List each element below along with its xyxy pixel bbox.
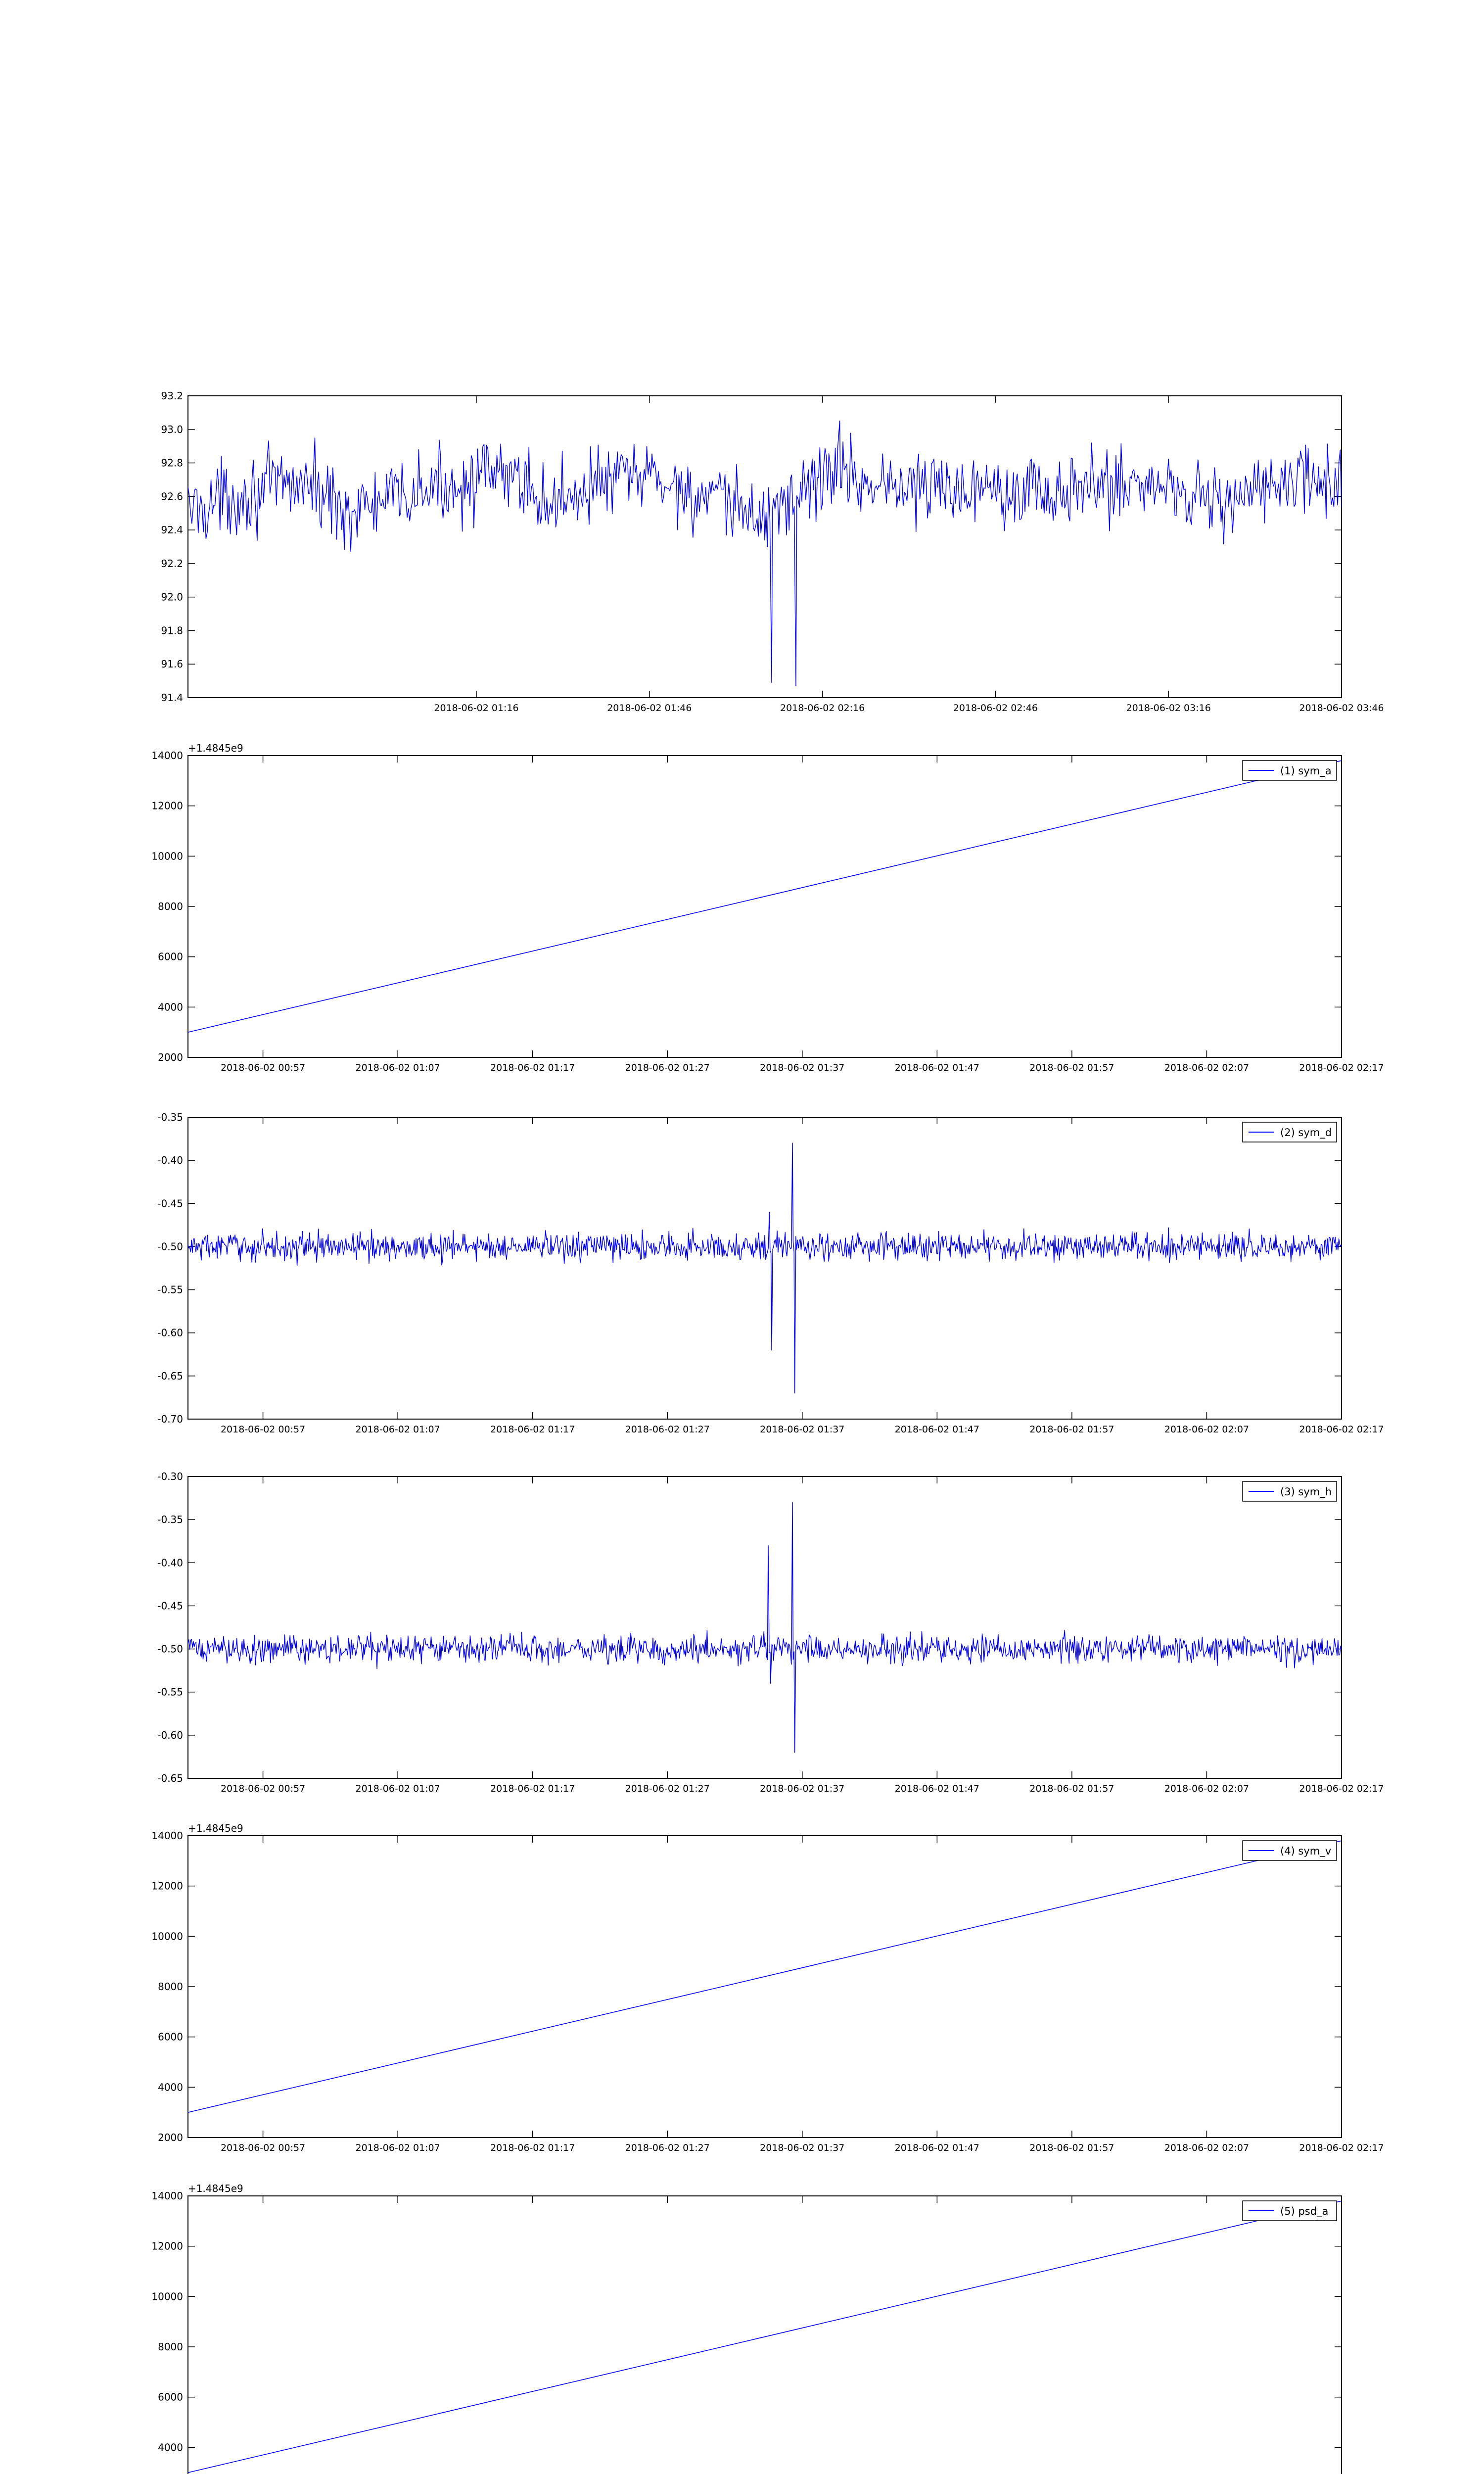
y-tick-label: 12000 [151, 1880, 183, 1892]
x-tick-label: 2018-06-02 02:07 [1164, 1062, 1250, 1073]
y-tick-label: 10000 [151, 1930, 183, 1943]
y-tick-label: -0.40 [157, 1557, 183, 1569]
chart-3 [157, 1111, 1384, 1435]
y-tick-label: -0.65 [157, 1370, 183, 1382]
y-tick-label: 91.8 [161, 624, 183, 637]
x-tick-label: 2018-06-02 03:16 [1126, 703, 1211, 714]
x-tick-label: 2018-06-02 02:07 [1164, 1783, 1250, 1794]
y-tick-label: 92.4 [161, 524, 183, 536]
y-tick-label: 6000 [158, 2391, 183, 2403]
series-line [188, 1143, 1342, 1393]
y-tick-label: -0.40 [157, 1154, 183, 1167]
x-tick-label: 2018-06-02 01:17 [490, 2142, 575, 2153]
y-tick-label: 14000 [151, 750, 183, 761]
axes-frame [188, 396, 1342, 698]
y-tick-label: -0.65 [157, 1772, 183, 1784]
x-tick-label: 2018-06-02 02:07 [1164, 2142, 1250, 2153]
y-tick-label: -0.50 [157, 1643, 183, 1655]
x-tick-label: 2018-06-02 01:57 [1029, 2142, 1114, 2153]
legend [1243, 1122, 1337, 1142]
x-tick-label: 2018-06-02 01:07 [355, 2142, 440, 2153]
x-tick-label: 2018-06-02 02:17 [1299, 1783, 1384, 1794]
chart-1 [161, 390, 1384, 714]
x-tick-label: 2018-06-02 01:27 [625, 1424, 710, 1435]
x-tick-label: 2018-06-02 01:47 [894, 2142, 979, 2153]
y-tick-label: -0.45 [157, 1197, 183, 1210]
chart-5 [151, 1822, 1384, 2153]
y-tick-label: -0.55 [157, 1284, 183, 1296]
y-tick-label: 92.8 [161, 457, 183, 469]
y-tick-label: 93.0 [161, 423, 183, 435]
series-line [188, 421, 1342, 686]
axes-frame [188, 756, 1342, 1057]
x-tick-label: 2018-06-02 01:37 [760, 1424, 845, 1435]
y-tick-label: 10000 [151, 2290, 183, 2303]
y-tick-label: 6000 [158, 2031, 183, 2043]
legend-label: (2) sym_d [1280, 1127, 1332, 1139]
x-tick-label: 2018-06-02 03:46 [1299, 703, 1384, 714]
x-tick-label: 2018-06-02 01:47 [894, 1424, 979, 1435]
legend-label: (1) sym_a [1280, 765, 1332, 777]
x-tick-label: 2018-06-02 02:17 [1299, 1424, 1384, 1435]
axes-frame [188, 1117, 1342, 1419]
x-tick-label: 2018-06-02 01:27 [625, 1062, 710, 1073]
y-tick-label: 14000 [151, 2190, 183, 2202]
x-tick-label: 2018-06-02 01:07 [355, 1783, 440, 1794]
x-tick-label: 2018-06-02 00:57 [220, 1424, 306, 1435]
series-line [188, 2201, 1342, 2473]
legend-label: (5) psd_a [1280, 2205, 1329, 2217]
y-tick-label: -0.30 [157, 1471, 183, 1482]
y-tick-label: 4000 [158, 2081, 183, 2093]
y-tick-label: -0.45 [157, 1600, 183, 1612]
axes-frame [188, 1836, 1342, 2138]
y-tick-label: 14000 [151, 1830, 183, 1842]
y-tick-label: -0.35 [157, 1514, 183, 1526]
axis-offset-text: +1.4845e9 [188, 2183, 243, 2194]
y-tick-label: 92.6 [161, 490, 183, 503]
y-tick-label: 93.2 [161, 390, 183, 402]
x-tick-label: 2018-06-02 01:57 [1029, 1783, 1114, 1794]
x-tick-label: 2018-06-02 02:17 [1299, 2142, 1384, 2153]
y-tick-label: -0.50 [157, 1240, 183, 1253]
y-tick-label: 6000 [158, 951, 183, 963]
x-tick-label: 2018-06-02 01:17 [490, 1062, 575, 1073]
x-tick-label: 2018-06-02 01:07 [355, 1424, 440, 1435]
x-tick-label: 2018-06-02 01:17 [490, 1424, 575, 1435]
series-line [188, 761, 1342, 1032]
x-tick-label: 2018-06-02 01:57 [1029, 1062, 1114, 1073]
y-tick-label: 8000 [158, 1981, 183, 1993]
x-tick-label: 2018-06-02 00:57 [220, 1783, 306, 1794]
x-tick-label: 2018-06-02 00:57 [220, 1062, 306, 1073]
x-tick-label: 2018-06-02 01:16 [434, 703, 519, 714]
chart-6 [151, 2183, 1384, 2474]
y-tick-label: -0.55 [157, 1686, 183, 1698]
y-tick-label: 12000 [151, 800, 183, 812]
x-tick-label: 2018-06-02 01:27 [625, 2142, 710, 2153]
legend-label: (4) sym_v [1280, 1845, 1332, 1857]
y-tick-label: 4000 [158, 2441, 183, 2454]
y-tick-label: 91.4 [161, 692, 183, 704]
axis-offset-text: +1.4845e9 [188, 1822, 243, 1834]
axes-frame [188, 2196, 1342, 2474]
y-tick-label: -0.70 [157, 1413, 183, 1425]
x-tick-label: 2018-06-02 02:17 [1299, 1062, 1384, 1073]
legend [1243, 761, 1337, 780]
x-tick-label: 2018-06-02 02:16 [780, 703, 865, 714]
x-tick-label: 2018-06-02 02:46 [953, 703, 1038, 714]
y-tick-label: -0.35 [157, 1111, 183, 1123]
y-tick-label: 8000 [158, 2341, 183, 2353]
x-tick-label: 2018-06-02 01:17 [490, 1783, 575, 1794]
y-tick-label: -0.60 [157, 1327, 183, 1339]
series-line [188, 1502, 1342, 1752]
y-tick-label: 12000 [151, 2240, 183, 2252]
chart-2 [151, 742, 1384, 1073]
axis-offset-text: +1.4845e9 [188, 742, 243, 754]
axes-frame [188, 1476, 1342, 1778]
y-tick-label: -0.60 [157, 1729, 183, 1741]
legend [1243, 1841, 1337, 1860]
y-tick-label: 2000 [158, 1051, 183, 1063]
x-tick-label: 2018-06-02 01:37 [760, 2142, 845, 2153]
y-tick-label: 2000 [158, 2132, 183, 2143]
y-tick-label: 8000 [158, 901, 183, 912]
x-tick-label: 2018-06-02 01:37 [760, 1062, 845, 1073]
x-tick-label: 2018-06-02 01:46 [607, 703, 692, 714]
x-tick-label: 2018-06-02 01:57 [1029, 1424, 1114, 1435]
x-tick-label: 2018-06-02 01:37 [760, 1783, 845, 1794]
x-tick-label: 2018-06-02 01:07 [355, 1062, 440, 1073]
y-tick-label: 91.6 [161, 658, 183, 670]
x-tick-label: 2018-06-02 01:47 [894, 1062, 979, 1073]
y-tick-label: 4000 [158, 1001, 183, 1013]
legend [1243, 1481, 1337, 1501]
legend-label: (3) sym_h [1280, 1486, 1332, 1498]
y-tick-label: 92.2 [161, 557, 183, 570]
y-tick-label: 92.0 [161, 591, 183, 603]
chart-4 [157, 1471, 1384, 1794]
x-tick-label: 2018-06-02 02:07 [1164, 1424, 1250, 1435]
x-tick-label: 2018-06-02 01:47 [894, 1783, 979, 1794]
x-tick-label: 2018-06-02 01:27 [625, 1783, 710, 1794]
legend [1243, 2201, 1337, 2221]
series-line [188, 1841, 1342, 2112]
x-tick-label: 2018-06-02 00:57 [220, 2142, 306, 2153]
y-tick-label: 10000 [151, 850, 183, 862]
